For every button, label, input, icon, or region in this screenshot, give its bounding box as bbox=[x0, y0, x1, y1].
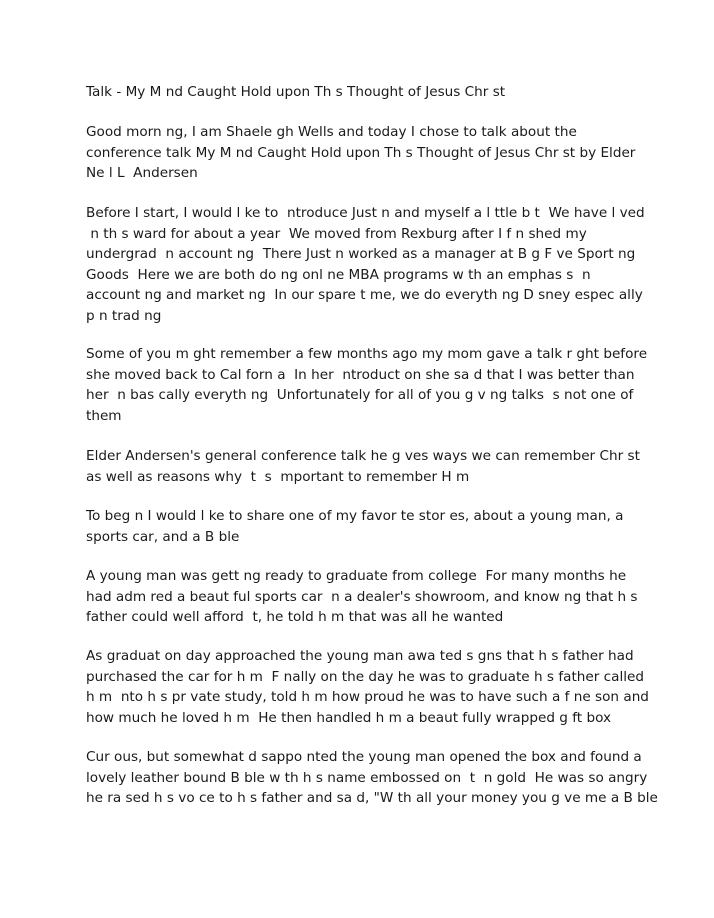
paragraph-story-intro: To beg n I would l ke to share one of my favor te stor es, about a young man, a sports car, and a B ble bbox=[86, 508, 624, 545]
paragraph-graduation-day: As graduat on day approached the young man awa ted s gns that h s father had purchased the car for h m F nally on the day he was to graduate h s father called h m nto h s pr vate study, told h m how proud he was to have such a f ne son and how much he loved h m He then handled h m a beaut fully wrapped g ft box bbox=[86, 648, 649, 726]
talk-title: Talk - My M nd Caught Hold upon Th s Thought of Jesus Chr st bbox=[86, 84, 506, 100]
paragraph-young-man: A young man was gett ng ready to graduate from college For many months he had adm red a beaut ful sports car n a dealer's showroom, and know ng that h s father could well afford t, he told h m that was all he wanted bbox=[86, 568, 638, 625]
paragraph-introduction: Before I start, I would l ke to ntroduce Just n and myself a l ttle b t We have l ved n th s ward for about a year We moved from Rexburg after I f n shed my undergrad n account ng There Just n worked as a manager at B g F ve Sport ng Goods Here we are both do ng onl ne MBA programs w th an emphas s n account ng and market ng In our spare t me, we do everyth ng D sney espec ally p n trad ng bbox=[86, 205, 645, 324]
paragraph-conference-talk: Elder Andersen's general conference talk he g ves ways we can remember Chr st as well as reasons why t s mportant to remember H m bbox=[86, 448, 640, 485]
paragraph-greeting: Good morn ng, I am Shaele gh Wells and today I chose to talk about the conference talk My M nd Caught Hold upon Th s Thought of Jesus Chr st by Elder Ne l L Andersen bbox=[86, 124, 636, 181]
paragraph-bible-gift: Cur ous, but somewhat d sappo nted the young man opened the box and found a lovely leather bound B ble w th h s name embossed on t n gold He was so angry he ra sed h s vo ce to h s father and sa d, "W th all your money you g ve me a B ble bbox=[86, 749, 658, 806]
paragraph-mom-talk: Some of you m ght remember a few months ago my mom gave a talk r ght before she moved back to Cal forn a In her ntroduct on she sa d that I was better than her n bas cally everyth ng Unfortunately for all of you g v ng talks s not one of them bbox=[86, 346, 648, 424]
